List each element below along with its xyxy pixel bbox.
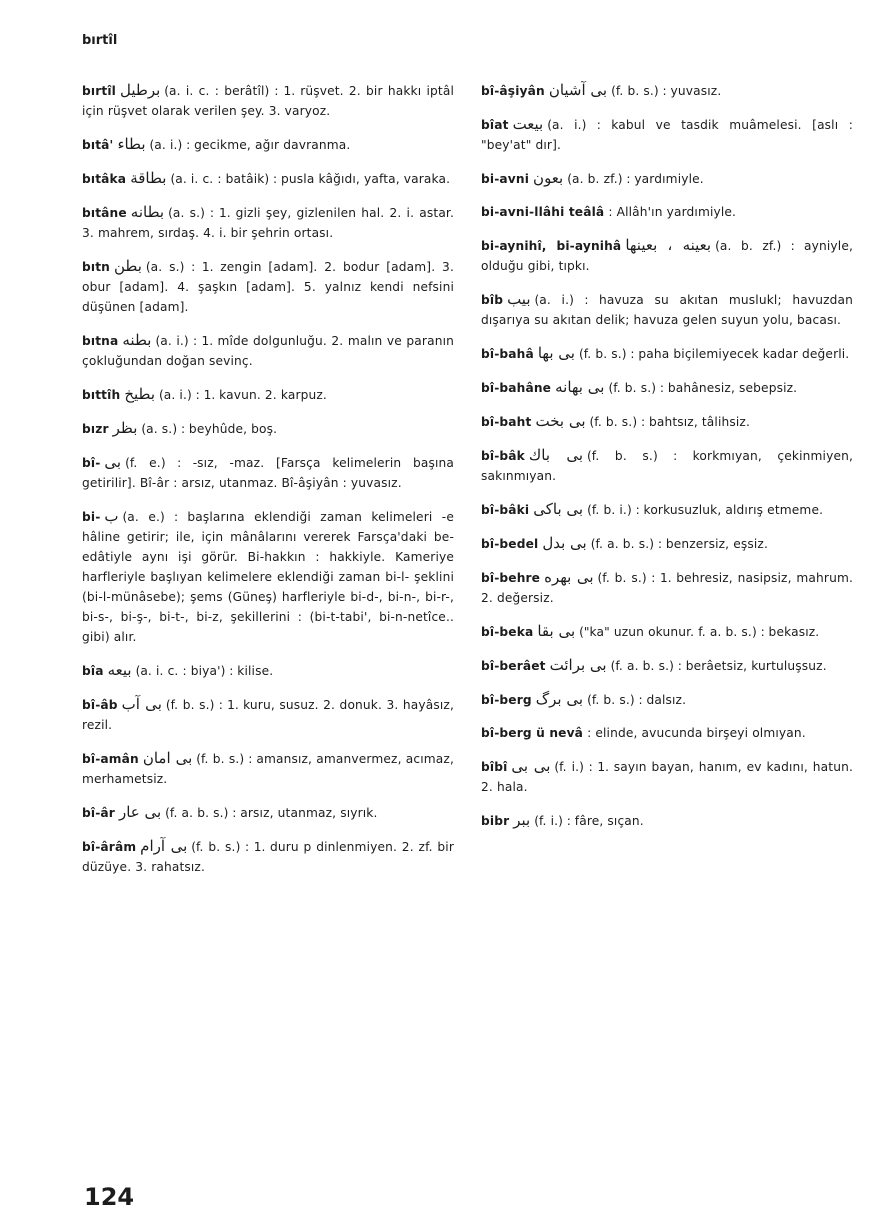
left-column <box>82 80 454 890</box>
dictionary-entry <box>82 694 454 735</box>
dictionary-entry <box>481 756 853 797</box>
entry-headword: bî-baht <box>481 415 532 429</box>
dictionary-entry <box>481 689 853 710</box>
entry-definition: (f. b. s.) : paha biçilemiyecek kadar değerli. <box>578 347 850 361</box>
entry-definition: (a. s.) : 1. zengin [adam]. 2. bodur [adam]. 3. obur [adam]. 4. şaşkın [adam]. 5. yalnız kendi nefsini düşünen [adam]. <box>82 260 454 314</box>
dictionary-entry <box>481 377 853 398</box>
entry-definition: : Allâh'ın yardımiyle. <box>608 205 737 219</box>
entry-definition: (f. b. s.) : bahânesiz, sebepsiz. <box>608 381 798 395</box>
entry-arabic-script: بى عار <box>118 803 162 821</box>
dictionary-entry <box>82 202 454 243</box>
right-column <box>481 80 853 844</box>
entry-headword: bî-berg ü nevâ <box>481 726 584 740</box>
entry-arabic-script: بى آب <box>121 695 162 713</box>
entry-headword: bi-avni <box>481 172 530 186</box>
entry-arabic-script: بيب <box>507 290 531 308</box>
entry-definition: (f. b. s.) : dalsız. <box>587 693 687 707</box>
entry-definition: (a. i. c. : batâik) : pusla kâğıdı, yafta, varaka. <box>170 172 451 186</box>
entry-arabic-script: بطن <box>114 257 142 275</box>
entry-definition: (f. i.) : fâre, sıçan. <box>534 814 644 828</box>
entry-headword: bi- <box>82 510 101 524</box>
entry-definition: (f. b. s.) : yuvasız. <box>611 84 722 98</box>
dictionary-entry <box>481 168 853 189</box>
entry-arabic-script: بظر <box>112 419 138 437</box>
entry-headword: bî-bâk <box>481 449 525 463</box>
entry-arabic-script: بيعت <box>512 115 544 133</box>
entry-definition: (f. b. s.) : 1. behresiz, nasipsiz, mahrum. 2. değersiz. <box>481 571 853 605</box>
dictionary-entry <box>82 256 454 317</box>
dictionary-entry <box>481 411 853 432</box>
entry-arabic-script: بى آرام <box>140 837 188 855</box>
entry-definition: (f. b. s.) : bahtsız, tâlihsiz. <box>589 415 750 429</box>
dictionary-entry <box>481 810 853 831</box>
entry-headword: bıtâ' <box>82 138 114 152</box>
dictionary-entry <box>481 80 853 101</box>
entry-headword: bî-bahâ <box>481 347 534 361</box>
entry-definition: (a. i.) : 1. kavun. 2. karpuz. <box>159 388 327 402</box>
entry-headword: bırtîl <box>82 84 116 98</box>
dictionary-entry <box>481 343 853 364</box>
dictionary-entry <box>82 80 454 121</box>
entry-definition: (a. i. c. : berâtîl) : 1. rüşvet. 2. bir hakkı iptâl için rüşvet olarak verilen şey. 3. varyoz. <box>82 84 454 118</box>
entry-headword: bî-âşiyân <box>481 84 545 98</box>
dictionary-entry <box>481 723 853 743</box>
entry-arabic-script: بى بى <box>511 757 551 775</box>
entry-headword: bıtn <box>82 260 111 274</box>
entry-definition: : elinde, avucunda birşeyi olmıyan. <box>587 726 806 740</box>
entry-arabic-script: بى برائت <box>549 656 607 674</box>
entry-arabic-script: بى باكى <box>533 500 584 518</box>
dictionary-entry <box>481 445 853 486</box>
entry-definition: (a. i.) : gecikme, ağır davranma. <box>149 138 351 152</box>
entry-headword: bî-berg <box>481 693 532 707</box>
entry-headword: bî-âb <box>82 698 118 712</box>
entry-definition: (f. b. s.) : 1. duru p dinlenmiyen. 2. zf. bir düzüye. 3. rahatsız. <box>82 840 455 874</box>
entry-headword: bîa <box>82 664 104 678</box>
dictionary-entry <box>82 452 454 493</box>
entry-definition: (f. a. b. s.) : arsız, utanmaz, sıyrık. <box>165 806 378 820</box>
entry-arabic-script: برطيل <box>120 81 161 99</box>
entry-arabic-script: بى بهانه <box>555 378 605 396</box>
entry-definition: (f. a. b. s.) : benzersiz, eşsiz. <box>590 537 768 551</box>
entry-definition: (f. i.) : 1. sayın bayan, hanım, ev kadını, hatun. 2. hala. <box>481 760 853 794</box>
entry-headword: bıtâka <box>82 172 127 186</box>
entry-arabic-script: بى باك <box>528 446 584 464</box>
entry-arabic-script: بى آشيان <box>548 81 608 99</box>
entry-definition: (a. b. zf.) : ayniyle, olduğu gibi, tıpkı. <box>481 239 853 273</box>
dictionary-entry <box>82 506 454 647</box>
entry-headword: bi-avni-llâhi teâlâ <box>481 205 605 219</box>
dictionary-entry <box>481 289 853 330</box>
entry-headword: bî-berâet <box>481 659 546 673</box>
entry-headword: bîbî <box>481 760 508 774</box>
running-header: bırtîl <box>82 33 118 48</box>
entry-headword: bî-bâki <box>481 503 530 517</box>
entry-arabic-script: بى برگ <box>535 690 584 708</box>
entry-headword: bıtna <box>82 334 119 348</box>
entry-definition: ("ka" uzun okunur. f. a. b. s.) : bekasız. <box>579 625 820 639</box>
page-number: 124 <box>84 1183 135 1211</box>
dictionary-entry <box>481 655 853 676</box>
entry-arabic-script: بطنه <box>122 331 152 349</box>
dictionary-entry <box>481 621 853 642</box>
entry-definition: (a. b. zf.) : yardımiyle. <box>567 172 704 186</box>
entry-headword: bî-âr <box>82 806 115 820</box>
dictionary-entry <box>82 134 454 155</box>
entry-definition: (f. b. s.) : korkmıyan, çekinmiyen, sakınmıyan. <box>481 449 853 483</box>
dictionary-entry <box>82 802 454 823</box>
entry-arabic-script: بطيخ <box>124 385 156 403</box>
dictionary-entry <box>82 384 454 405</box>
entry-definition: (a. i.) : havuza su akıtan muslukl; havuzdan dışarıya su akıtan delik; havuza gelen suyun yolu, bacası. <box>481 293 853 327</box>
entry-headword: bî-ârâm <box>82 840 137 854</box>
dictionary-entry <box>82 836 454 877</box>
entry-headword: bızr <box>82 422 109 436</box>
dictionary-entry <box>82 330 454 371</box>
entry-arabic-script: بى بهره <box>544 568 594 586</box>
entry-definition: (a. e.) : başlarına eklendiği zaman kelimeleri -e hâline getirir; ile, için mânâlarını vererek Farsça'daki be- edâtiyle aynı işi görür. Bi-hakkın : hakkiyle. Kameriye harfleriyle başlıyan kelimelere eklendiği zaman bi-l- şeklini (bi-l-münâsebe); şems (Güneş) harfleriyle bi-d-, bi-n-, bi-r-, bi-s-, bi-ş-, bi-t-, bi-z, şekillerini : (bi-t-tabi', bi-n-netîce.. gibi) alır. <box>82 510 454 644</box>
entry-headword: bibr <box>481 814 510 828</box>
entry-arabic-script: بى امان <box>142 749 193 767</box>
entry-headword: bî-behre <box>481 571 541 585</box>
entry-definition: (f. a. b. s.) : berâetsiz, kurtuluşsuz. <box>610 659 827 673</box>
entry-definition: (a. i.) : kabul ve tasdik muâmelesi. [aslı : "bey'at" dır]. <box>481 118 853 152</box>
dictionary-entry <box>481 235 853 276</box>
entry-arabic-script: بيعه <box>107 661 132 679</box>
entry-headword: bî-bahâne <box>481 381 552 395</box>
entry-arabic-script: بعينه ، بعينها <box>625 236 712 254</box>
entry-headword: bîat <box>481 118 509 132</box>
entry-headword: bi-aynihî, bi-aynihâ <box>481 239 622 253</box>
entry-headword: bîb <box>481 293 504 307</box>
dictionary-entry <box>481 499 853 520</box>
entry-definition: (f. b. i.) : korkusuzluk, aldırış etmeme. <box>587 503 824 517</box>
entry-arabic-script: بطانه <box>130 203 165 221</box>
entry-definition: (f. b. s.) : 1. kuru, susuz. 2. donuk. 3. hayâsız, rezil. <box>82 698 455 732</box>
entry-definition: (a. i. c. : biya') : kilise. <box>135 664 274 678</box>
dictionary-entry <box>82 418 454 439</box>
entry-definition: (a. s.) : beyhûde, boş. <box>141 422 278 436</box>
entry-definition: (f. e.) : -sız, -maz. [Farsça kelimelerin başına getirilir]. Bî-âr : arsız, utanmaz. Bî-âşiyân : yuvasız. <box>82 456 454 490</box>
dictionary-entry <box>481 567 853 608</box>
entry-definition: (a. s.) : 1. gizli şey, gizlenilen hal. 2. i. astar. 3. mahrem, sırdaş. 4. i. bir şehrin ortası. <box>82 206 454 240</box>
dictionary-entry <box>82 660 454 681</box>
entry-headword: bî- <box>82 456 101 470</box>
entry-headword: bî-amân <box>82 752 139 766</box>
entry-arabic-script: بى بدل <box>542 534 587 552</box>
entry-definition: (f. b. s.) : amansız, amanvermez, acımaz, merhametsiz. <box>82 752 455 786</box>
entry-definition: (a. i.) : 1. mîde dolgunluğu. 2. malın ve paranın çokluğundan doğan sevinç. <box>82 334 454 368</box>
entry-arabic-script: بى <box>104 453 122 471</box>
entry-headword: bî-bedel <box>481 537 539 551</box>
dictionary-entry <box>481 114 853 155</box>
entry-arabic-script: ب <box>104 507 119 525</box>
dictionary-entry <box>82 168 454 189</box>
entry-arabic-script: بعون <box>533 169 564 187</box>
entry-arabic-script: بطاقة <box>130 169 167 187</box>
entry-arabic-script: بى بها <box>537 344 575 362</box>
dictionary-entry <box>481 533 853 554</box>
entry-arabic-script: بطاء <box>117 135 146 153</box>
entry-arabic-script: ببر <box>513 811 531 829</box>
entry-headword: bıttîh <box>82 388 121 402</box>
entry-headword: bî-beka <box>481 625 534 639</box>
dictionary-entry <box>481 202 853 222</box>
dictionary-entry <box>82 748 454 789</box>
entry-arabic-script: بى بقا <box>537 622 576 640</box>
entry-arabic-script: بى بخت <box>535 412 586 430</box>
entry-headword: bıtâne <box>82 206 127 220</box>
